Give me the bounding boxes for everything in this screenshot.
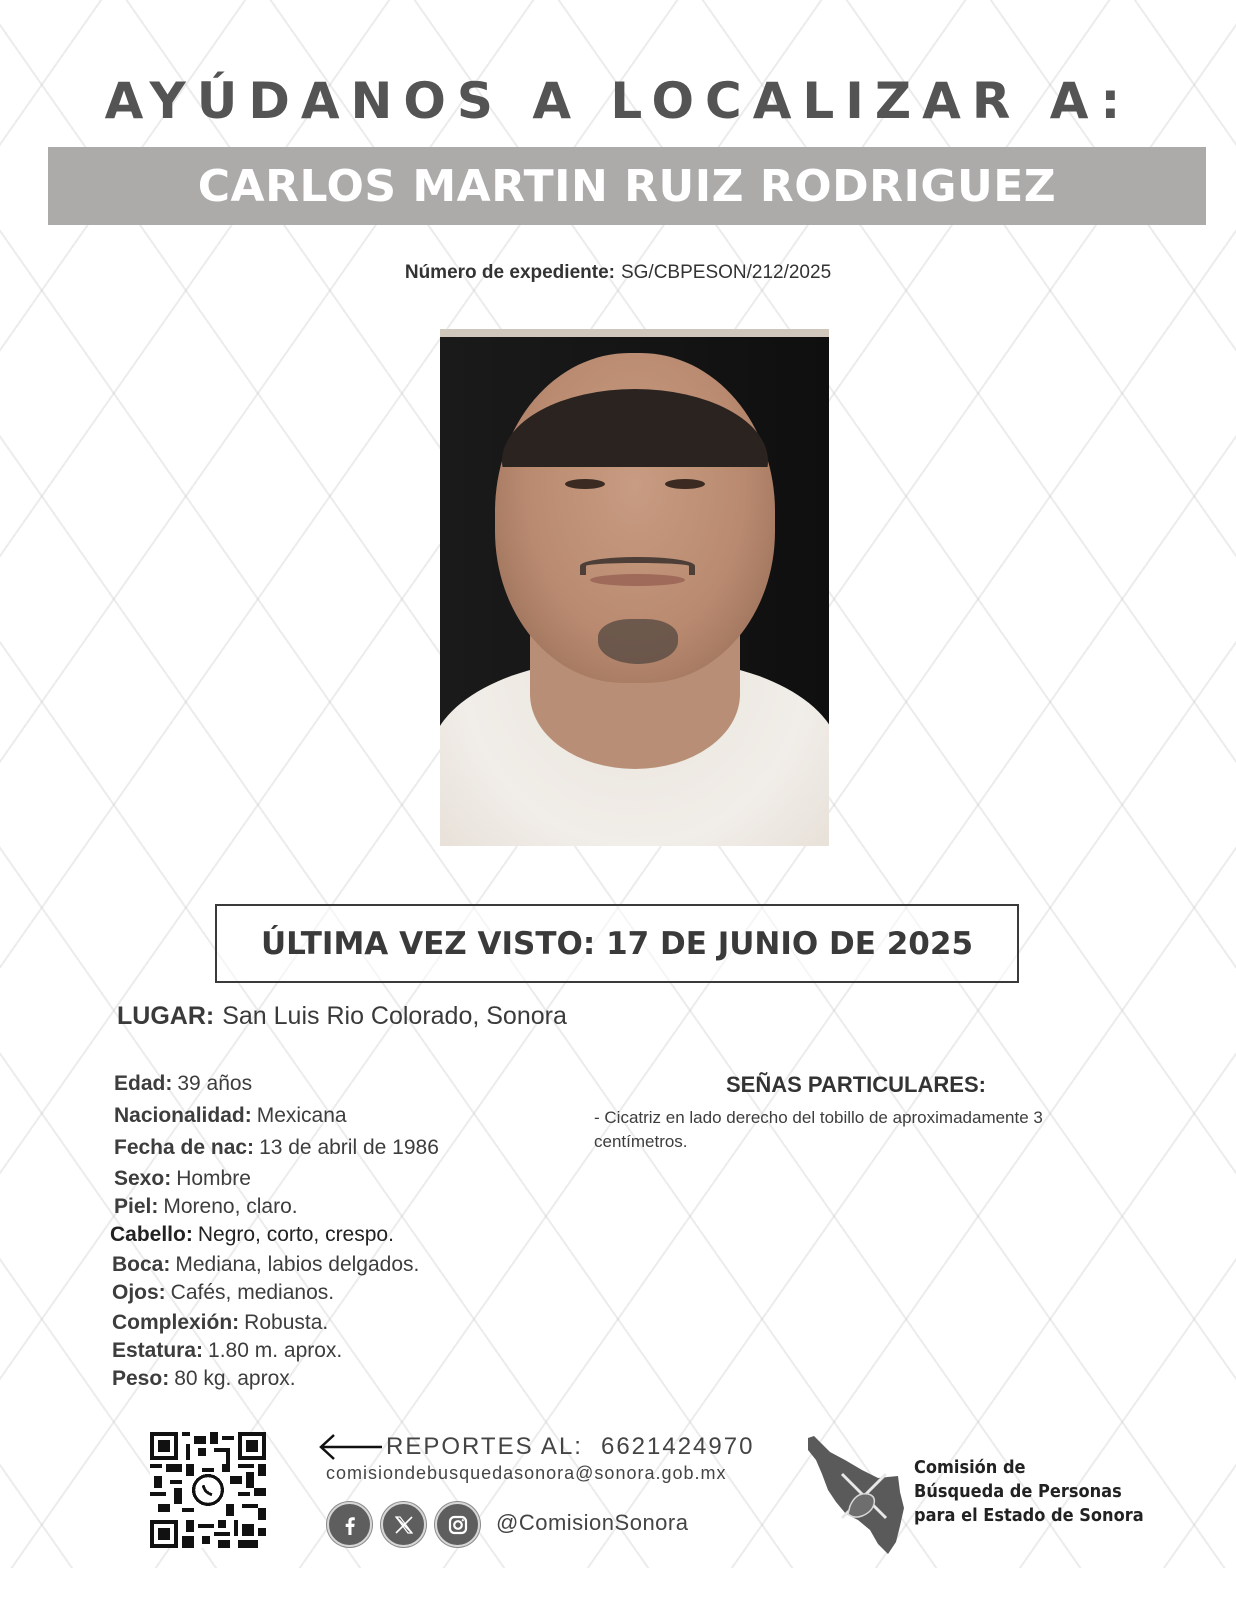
last-seen-text: ÚLTIMA VEZ VISTO: 17 DE JUNIO DE 2025 bbox=[260, 925, 974, 962]
reports-label: REPORTES AL: bbox=[386, 1433, 583, 1460]
x-icon bbox=[392, 1513, 416, 1537]
case-number bbox=[0, 262, 1236, 284]
arrow-left-icon bbox=[318, 1432, 384, 1462]
distinguishing-marks-title: SEÑAS PARTICULARES: bbox=[726, 1072, 986, 1097]
detail-row: Complexión: Robusta. bbox=[112, 1311, 329, 1334]
person-photo bbox=[440, 329, 829, 846]
detail-row: Fecha de nac: 13 de abril de 1986 bbox=[114, 1136, 439, 1159]
distinguishing-marks-text: - Cicatriz en lado derecho del tobillo de aproximadamente 3 centímetros. bbox=[594, 1108, 1043, 1151]
social-links bbox=[327, 1502, 480, 1547]
location-label: LUGAR: bbox=[117, 1002, 215, 1030]
case-number-value: SG/CBPESON/212/2025 bbox=[620, 262, 832, 283]
sonora-map-logo-icon bbox=[800, 1430, 910, 1555]
location-value: San Luis Rio Colorado, Sonora bbox=[222, 1002, 567, 1030]
whatsapp-qr-code[interactable] bbox=[150, 1432, 266, 1548]
detail-row: Cabello: Negro, corto, crespo. bbox=[110, 1223, 394, 1246]
contact-email[interactable]: comisiondebusquedasonora@sonora.gob.mx bbox=[326, 1463, 727, 1483]
facebook-link[interactable] bbox=[327, 1502, 372, 1547]
name-banner bbox=[48, 147, 1206, 225]
detail-row: Ojos: Cafés, medianos. bbox=[112, 1281, 335, 1304]
location bbox=[117, 1002, 567, 1031]
qr-code-icon bbox=[150, 1432, 266, 1548]
headline: AYÚDANOS A LOCALIZAR A: bbox=[104, 72, 1132, 130]
detail-row: Peso: 80 kg. aprox. bbox=[112, 1367, 296, 1390]
report-phone[interactable]: 6621424970 bbox=[600, 1433, 755, 1460]
report-contact bbox=[318, 1432, 754, 1462]
facebook-icon bbox=[338, 1513, 362, 1537]
detail-row: Sexo: Hombre bbox=[114, 1167, 251, 1190]
detail-row: Edad: 39 años bbox=[114, 1072, 253, 1095]
person-name: CARLOS MARTIN RUIZ RODRIGUEZ bbox=[197, 160, 1057, 212]
detail-row: Nacionalidad: Mexicana bbox=[114, 1104, 347, 1127]
instagram-link[interactable] bbox=[435, 1502, 480, 1547]
instagram-icon bbox=[446, 1513, 470, 1537]
detail-row: Estatura: 1.80 m. aprox. bbox=[112, 1339, 343, 1362]
organization-name: Comisión de Búsqueda de Personas para el Estado de Sonora bbox=[914, 1457, 1144, 1526]
case-number-label: Número de expediente: bbox=[404, 262, 615, 283]
last-seen-box bbox=[215, 904, 1019, 983]
x-link[interactable] bbox=[381, 1502, 426, 1547]
detail-row: Piel: Moreno, claro. bbox=[114, 1195, 298, 1218]
detail-row: Boca: Mediana, labios delgados. bbox=[112, 1253, 420, 1276]
social-handle[interactable]: @ComisionSonora bbox=[496, 1510, 689, 1535]
